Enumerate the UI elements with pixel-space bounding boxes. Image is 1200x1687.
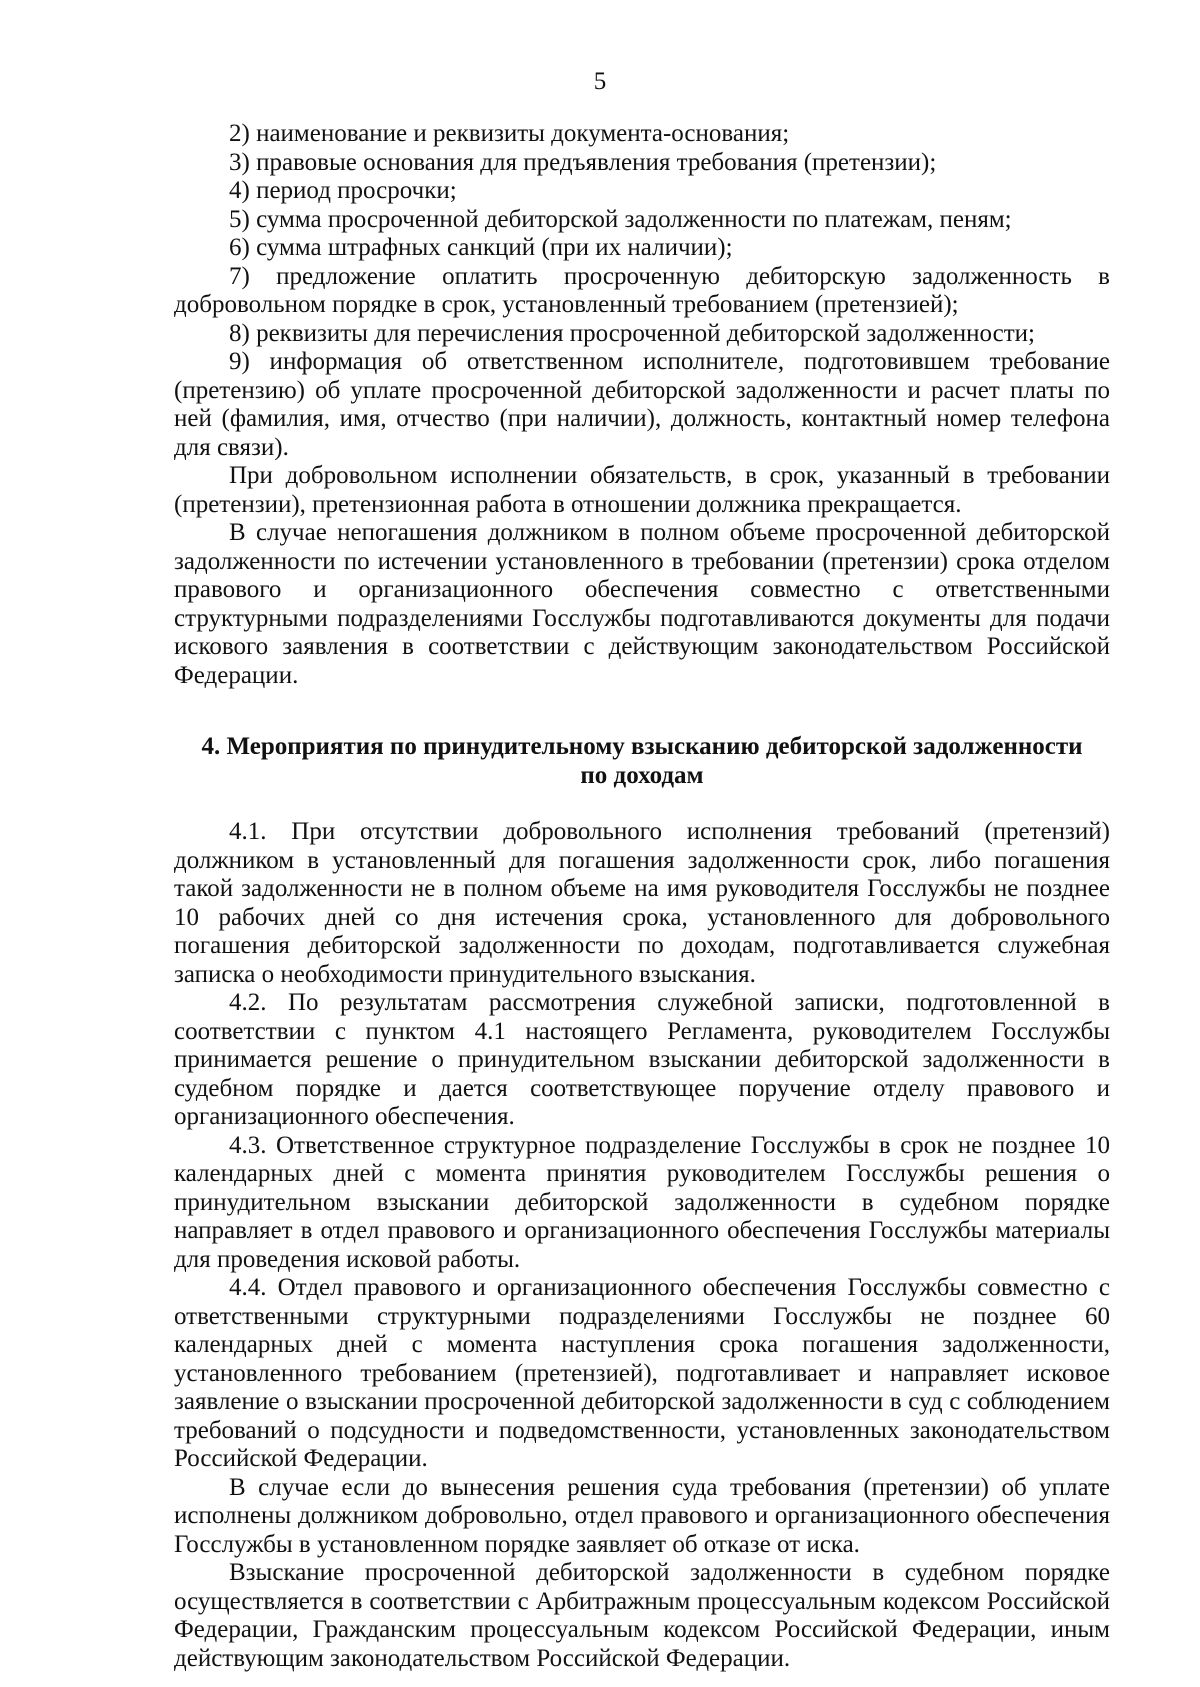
list-item: 7) предложение оплатить просроченную дебиторскую задолженность в добровольном порядке в срок, установленный требованием (претензией); [174, 262, 1110, 318]
list-item: 8) реквизиты для перечисления просроченной дебиторской задолженности; [229, 319, 1035, 347]
list-item: 4) период просрочки; [229, 177, 457, 204]
section-4-title-line2: по доходам [580, 762, 704, 789]
paragraph-4-1: 4.1. При отсутствии добровольного исполнения требований (претензий) должником в установленный для погашения задолженности срок, либо погашения такой задолженности не в полном объеме на имя руководителя Госслужбы не позднее 10 рабочих дней со дня истечения срока, установленного для добровольного погашения дебиторской задолженности по доходам, подготавливается служебная записка о необходимости принудительного взыскания. [174, 818, 1110, 988]
section-4-heading [174, 732, 1110, 790]
section-4-body [174, 818, 1110, 1673]
list-item: 2) наименование и реквизиты документа-основания; [229, 120, 790, 147]
page-number: 5 [593, 68, 607, 95]
section-4-title-line1: 4. Мероприятия по принудительному взысканию дебиторской задолженности [201, 733, 1083, 760]
paragraph-4-3: 4.3. Ответственное структурное подразделение Госслужбы в срок не позднее 10 календарных дней с момента принятия руководителем Госслужбы решения о принудительном взыскании дебиторской задолженности в судебном порядке направляет в отдел правового и организационного обеспечения Госслужбы материалы для проведения исковой работы. [174, 1131, 1110, 1273]
paragraph: Взыскание просроченной дебиторской задолженности в судебном порядке осуществляется в соответствии с Арбитражным процессуальным кодексом Российской Федерации, Гражданским процессуальным кодексом Российской Федерации, иным действующим законодательством Российской Федерации. [174, 1559, 1110, 1672]
requirements-list [174, 120, 1110, 690]
paragraph: В случае непогашения должником в полном объеме просроченной дебиторской задолженности по истечении установленного в требовании (претензии) срока отделом правового и организационного обеспечения совместно с ответственными структурными подразделениями Госслужбы подготавливаются документы для подачи искового заявления в соответствии с действующим законодательством Российской Федерации. [174, 519, 1110, 689]
paragraph-4-4: 4.4. Отдел правового и организационного обеспечения Госслужбы совместно с ответственными структурными подразделениями Госслужбы не позднее 60 календарных дней с момента наступления срока погашения задолженности, установленного требованием (претензией), подготавливает и направляет исковое заявление о взыскании просроченной дебиторской задолженности в суд с соблюдением требований о подсудности и подведомственности, установленных законодательством Российской Федерации. [174, 1274, 1110, 1472]
list-item: 9) информация об ответственном исполнителе, подготовившем требование (претензию) об уплате просроченной дебиторской задолженности и расчет платы по ней (фамилия, имя, отчество (при наличии), должность, контактный номер телефона для связи). [174, 348, 1110, 461]
list-item: 5) сумма просроченной дебиторской задолженности по платежам, пеням; [229, 205, 1012, 233]
paragraph: При добровольном исполнении обязательств, в срок, указанный в требовании (претензии), претензионная работа в отношении должника прекращается. [174, 462, 1110, 518]
paragraph: В случае если до вынесения решения суда требования (претензии) об уплате исполнены должником добровольно, отдел правового и организационного обеспечения Госслужбы в установленном порядке заявляет об отказе от иска. [174, 1473, 1110, 1558]
paragraph-4-2: 4.2. По результатам рассмотрения служебной записки, подготовленной в соответствии с пунктом 4.1 настоящего Регламента, руководителем Госслужбы принимается решение о принудительном взыскании дебиторской задолженности в судебном порядке и дается соответствующее поручение отделу правового и организационного обеспечения. [174, 989, 1110, 1130]
list-item: 3) правовые основания для предъявления требования (претензии); [229, 148, 937, 176]
list-item: 6) сумма штрафных санкций (при их наличии); [229, 234, 733, 261]
